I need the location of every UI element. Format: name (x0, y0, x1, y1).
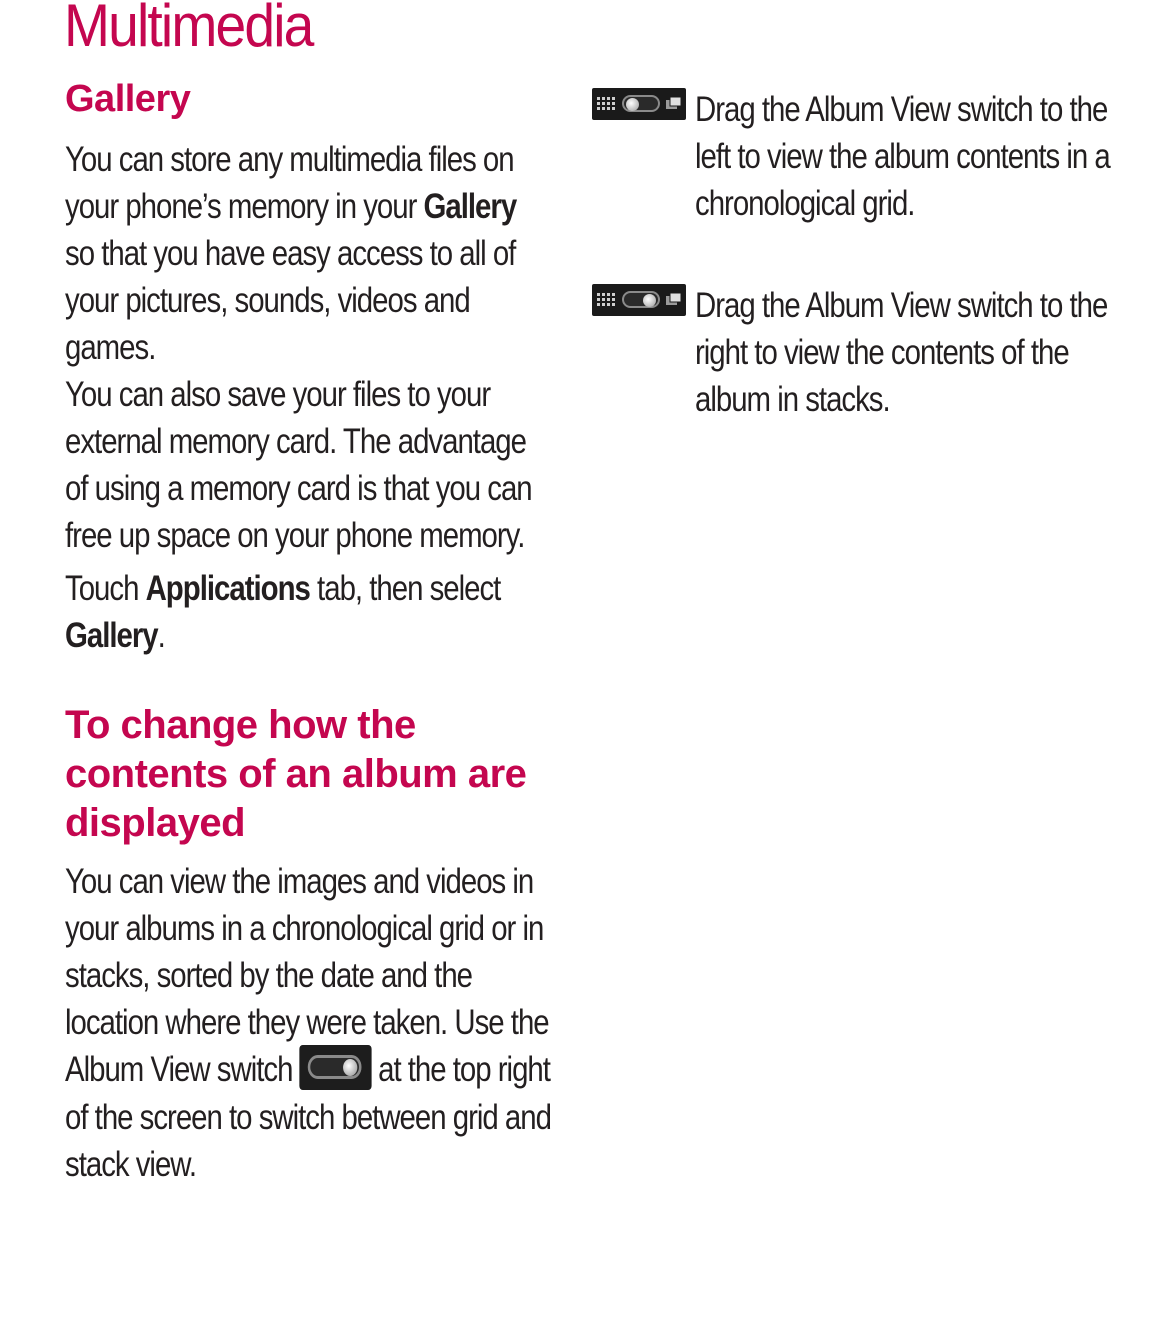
switch-track (308, 1055, 362, 1079)
album-view-switch-left-icon (592, 88, 686, 120)
tab-then-text: tab, then select (309, 569, 501, 608)
gallery-paragraph-3 (65, 565, 552, 659)
switch-knob (626, 98, 639, 111)
grid-icon (597, 293, 617, 306)
list-item (592, 282, 1112, 478)
switch-knob (343, 1059, 357, 1076)
grid-icon (597, 97, 617, 110)
album-view-text-2: at the top right of the screen to switch between grid and stack view. (65, 1050, 551, 1185)
left-column (65, 76, 565, 1188)
page-title: Multimedia (64, 0, 313, 59)
album-view-switch-right-icon (592, 284, 686, 316)
album-view-body (65, 858, 552, 1188)
album-view-text-1: You can view the images and videos in your albums in a chronological grid or in stacks, sorted by the date and the location where they were taken. Use the Album View switch (65, 862, 549, 1089)
album-view-switch-icon (299, 1045, 371, 1090)
stack-icon (666, 97, 682, 110)
gallery-heading: Gallery (65, 78, 191, 120)
gallery-paragraph-2: You can also save your files to your external memory card. The advantage of using a memory card is that you can free up space on your phone memory. (65, 375, 532, 555)
gallery-paragraph-1 (65, 136, 552, 371)
gallery-text-2: so that you have easy access to all of your pictures, sounds, videos and games. (65, 234, 516, 367)
gallery-term: Gallery (65, 616, 158, 655)
touch-text: Touch (65, 569, 146, 608)
switch-track (622, 95, 660, 112)
applications-term: Applications (145, 569, 310, 608)
album-view-paragraph (65, 858, 552, 1188)
item-text: Drag the Album View switch to the left to view the album contents in a chronological grid. (695, 90, 1110, 223)
item-text: Drag the Album View switch to the right to view the contents of the album in stacks. (695, 286, 1108, 419)
gallery-body (65, 136, 552, 659)
right-column (592, 86, 1112, 478)
switch-knob (643, 294, 656, 307)
switch-track (622, 291, 660, 308)
gallery-text-1: You can store any multimedia files on your phone’s memory in your (65, 140, 514, 226)
stack-icon (666, 293, 682, 306)
album-view-heading: To change how the contents of an album are displayed (65, 703, 527, 845)
list-item (592, 86, 1112, 282)
period-text: . (157, 616, 165, 655)
gallery-bold-term: Gallery (423, 187, 517, 226)
